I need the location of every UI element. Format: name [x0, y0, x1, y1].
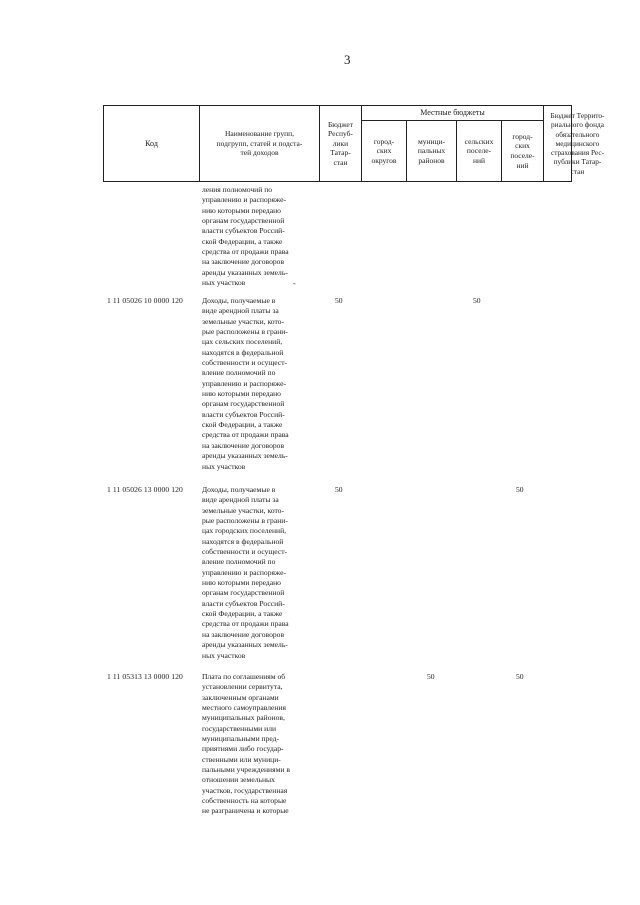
row-2-code: 1 11 05026 13 0000 120	[107, 485, 183, 494]
row-3-urban: 50	[516, 672, 524, 681]
row-2-urban: 50	[516, 485, 524, 494]
header-municipal-districts: муници- пальных районов	[417, 136, 446, 165]
page-number: 3	[344, 52, 351, 67]
header-budget-rt: Бюджет Респуб- лики Татар- стан	[327, 119, 354, 167]
header-code: Код	[145, 138, 158, 148]
header-name: Наименование групп, подгрупп, статей и подста- тей доходов	[216, 129, 303, 158]
row-2-rt: 50	[335, 485, 343, 494]
row-3-code: 1 11 05313 13 0000 120	[107, 672, 183, 681]
row-1-code: 1 11 05026 10 0000 120	[107, 296, 183, 305]
header-city-districts: город- ских округов	[371, 136, 397, 165]
table-header	[103, 105, 605, 182]
header-urban-settlements: город- ских поселе- ний	[510, 131, 535, 170]
row-1-text: Доходы, получаемые в виде арендной платы за земельные участки, кото- рые расположены в грани- цах сельских поселений, находятся в федеральной собственности и осущест- вление полномочий по управлению и распоряже- нию которыми передано органам государственной власти субъектов Россий- ской Федерации, а также средства от продажи права на заключение договоров аренды указанных земель- ных участков	[202, 296, 289, 471]
header-tfoms: Бюджет Террито- риального фонда обязательного медицинского страхования Рес- публики Татар- стан	[550, 111, 605, 176]
row-3-text: Плата по соглашениям об установлении сервитута, заключенным органами местного самоуправления муниципальных районов, государственными или муниципальными пред- приятиями либо государ- ственными или муници- пальными учреждениями в отношении земельных участков, государственная собственность на которые не разграничена и которые	[202, 672, 290, 816]
scan-mark: -	[293, 279, 296, 288]
header-local-budgets: Местные бюджеты	[420, 108, 485, 118]
header-rural-settlements: сельских поселе- ний	[464, 136, 494, 165]
row-1-rt: 50	[335, 296, 343, 305]
row-3-mun: 50	[427, 672, 435, 681]
row-2-text: Доходы, получаемые в виде арендной платы за земельные участки, кото- рые расположены в грани- цах городских поселений, находятся в федеральной собственности и осущест- вление полномочий по управлению и распоряже- нию которыми передано органам государственной власти субъектов Россий- ской Федерации, а также средства от продажи права на заключение договоров аренды указанных земель- ных участков	[202, 485, 289, 660]
row-0-text: ления полномочий по управлению и распоряже- нию которыми передано органам государственной власти субъектов Россий- ской Федерации, а также средства от продажи права на заключение договоров аренды указанных земель- ных участков	[202, 185, 289, 288]
row-1-rural: 50	[473, 296, 481, 305]
